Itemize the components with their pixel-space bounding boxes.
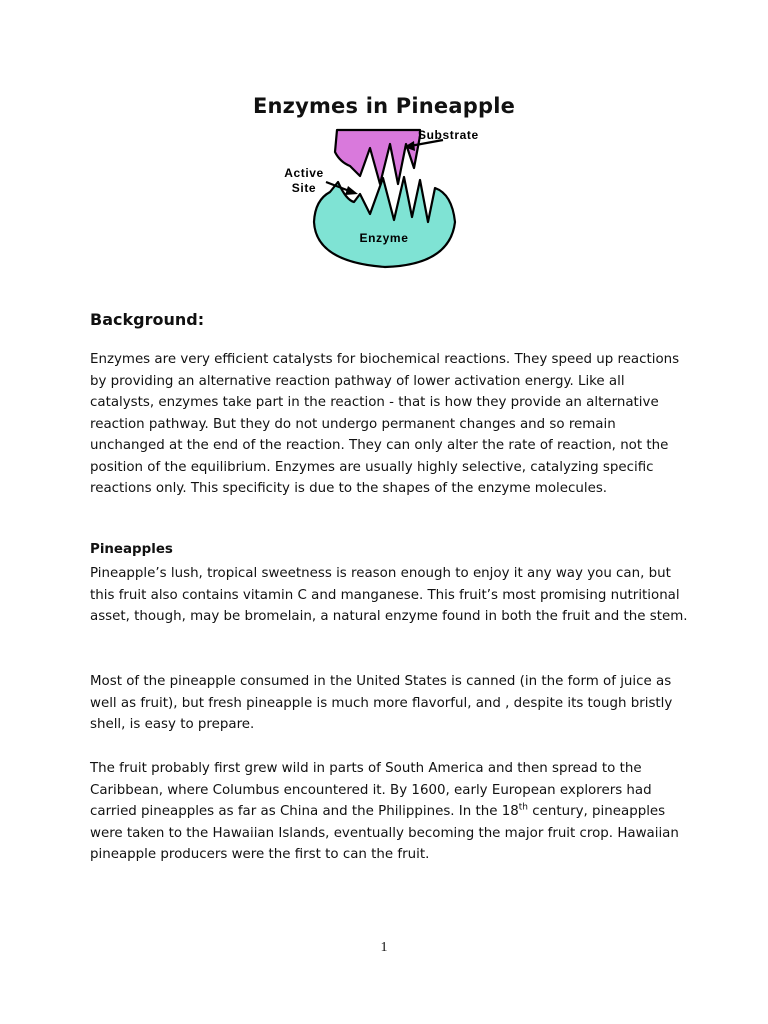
background-heading: Background: [90,310,205,329]
active-site-label-line2: Site [291,181,317,195]
page-title: Enzymes in Pineapple [252,94,516,118]
substrate-label: Substrate [418,128,479,142]
active-site-arrow-head [345,186,358,195]
history-superscript: th [518,802,529,813]
canned-paragraph: Most of the pineapple consumed in the United States is canned (in the form of juice as well as fruit), but fresh pineapple is much more flavorful, and , despite its tough bristly shell, is easy to prepare. [90,674,673,732]
enzyme-diagram-svg [270,122,510,282]
enzyme-label: Enzyme [359,231,409,245]
background-paragraph: Enzymes are very efficient catalysts for biochemical reactions. They speed up reactions by providing an alternative reaction pathway of lower activation energy. Like all catalysts, enzymes take part in the reaction - that is how they provide an alternative reaction pathway. But they do not undergo permanent changes and so remain unchanged at the end of the reaction. They can only alter the rate of reaction, not the position of the equilibrium. Enzymes are usually highly selective, catalyzing specific reactions only. This specificity is due to the shapes of the enzyme molecules. [90,352,680,496]
substrate-shape [335,130,420,184]
enzyme-substrate-diagram [270,122,510,282]
pineapples-heading: Pineapples [90,542,173,557]
pineapples-paragraph: Pineapple’s lush, tropical sweetness is reason enough to enjoy it any way you can, but this fruit also contains vitamin C and manganese. This fruit’s most promising nutritional asset, though, may be bromelain, a natural enzyme found in both the fruit and the stem. [90,566,688,624]
active-site-label-line1: Active [284,166,324,180]
history-paragraph [90,758,690,866]
history-text-part1: The fruit probably first grew wild in parts of South America and then spread to the Caribbean, where Columbus encountered it. By 1600, early European explorers had carried pineapples as far as China and the Philippines. In the 18 [90,761,652,819]
history-text-part2: century, pineapples were taken to the Hawaiian Islands, eventually becoming the major fruit crop. Hawaiian pineapple producers were the first to can the fruit. [90,804,679,862]
enzyme-shape [314,177,455,267]
page-number: 1 [380,940,388,955]
